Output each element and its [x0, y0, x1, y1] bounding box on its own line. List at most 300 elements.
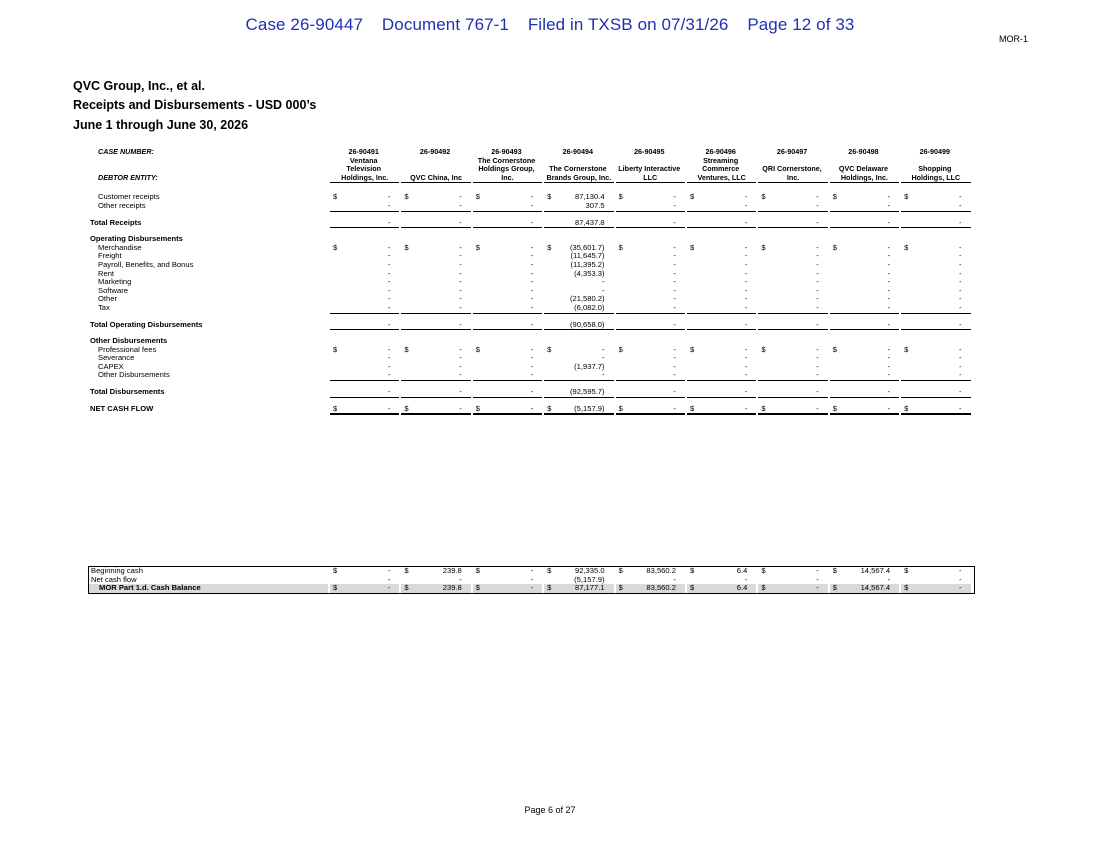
cell-value: 239.8	[442, 583, 462, 593]
cell-value: -	[816, 294, 819, 304]
cell-value: -	[816, 574, 819, 584]
cell-value: -	[530, 387, 534, 397]
table-header	[88, 148, 975, 183]
case-number: 26-90493	[491, 147, 522, 156]
cell-value: -	[387, 361, 391, 371]
cell-value: -	[387, 251, 391, 261]
debtor-entity-name	[399, 157, 470, 166]
cell-value: -	[387, 277, 391, 287]
row-label: Beginning cash	[91, 566, 143, 575]
cell-value: -	[673, 294, 676, 304]
cell-value: -	[958, 387, 962, 397]
case-number: 26-90499	[919, 147, 950, 156]
value-cell	[830, 202, 899, 212]
cell-value: -	[958, 294, 962, 304]
cell-value: -	[459, 302, 462, 312]
cell-value: -	[530, 285, 534, 295]
row-gap	[614, 330, 685, 337]
debtor-entity-name: Commerce	[702, 164, 740, 174]
report-subtitle: Receipts and Disbursements - USD 000’s	[73, 98, 317, 112]
cell-value: -	[744, 370, 748, 380]
value-cell	[758, 321, 827, 331]
cell-value: -	[530, 361, 534, 371]
row-label: Marketing	[98, 277, 132, 287]
cell-value: (35,601.7)	[569, 242, 605, 252]
currency-symbol: $	[404, 192, 409, 202]
cell-value: -	[816, 583, 819, 593]
cell-value: 6.4	[736, 583, 748, 593]
cell-value: -	[958, 200, 962, 210]
value-cell	[758, 371, 827, 381]
cell-value: 83,560.2	[646, 583, 676, 593]
cell-value: -	[530, 583, 534, 593]
cell-value: -	[958, 302, 962, 312]
currency-symbol: $	[761, 192, 766, 202]
case-number: 26-90498	[848, 147, 879, 156]
cell-value: -	[387, 285, 391, 295]
value-cell	[330, 321, 399, 331]
cell-value: -	[816, 192, 819, 202]
value-cell	[758, 202, 827, 212]
cell-value: -	[816, 319, 819, 329]
currency-symbol: $	[547, 403, 552, 413]
debtor-entity-name: Holdings Group,	[478, 164, 535, 174]
currency-symbol: $	[333, 192, 338, 202]
cell-value: -	[816, 370, 819, 380]
cell-value: 87,177.1	[575, 583, 605, 593]
value-cell	[616, 202, 685, 212]
row-gap	[899, 330, 970, 337]
row-label: Payroll, Benefits, and Bonus	[98, 259, 194, 269]
value-cell	[330, 304, 399, 314]
cell-value: -	[387, 268, 391, 278]
cell-value: -	[673, 217, 676, 227]
court-filing-stamp	[0, 15, 1100, 35]
cell-value: -	[958, 277, 962, 287]
row-label: Customer receipts	[98, 192, 160, 202]
cell-value: -	[459, 370, 462, 380]
debtor-entity-name: The Cornerstone	[549, 164, 607, 174]
currency-symbol: $	[832, 566, 837, 575]
value-cell	[830, 584, 899, 593]
cell-value: -	[673, 285, 676, 295]
currency-symbol: $	[404, 344, 409, 354]
value-cell	[330, 371, 399, 381]
value-cell	[758, 584, 827, 593]
currency-symbol: $	[547, 566, 552, 575]
cell-value: -	[387, 302, 391, 312]
currency-symbol: $	[547, 583, 552, 593]
value-cell	[901, 584, 970, 593]
value-cell	[473, 202, 542, 212]
value-cell	[830, 304, 899, 314]
cell-value: -	[459, 242, 462, 252]
debtor-entity-name: Holdings, Inc.	[330, 174, 399, 184]
value-cell	[901, 371, 970, 381]
cell-value: -	[887, 302, 891, 312]
stamp-document: Document 767-1	[381, 15, 509, 34]
cell-value: -	[530, 574, 534, 584]
cell-value: -	[673, 370, 676, 380]
currency-symbol: $	[832, 242, 837, 252]
cell-value: -	[744, 285, 748, 295]
row-gap	[542, 228, 613, 235]
cell-value: -	[530, 242, 534, 252]
cell-value: -	[459, 294, 462, 304]
currency-symbol: $	[618, 583, 623, 593]
cell-value: -	[744, 259, 748, 269]
currency-symbol: $	[761, 583, 766, 593]
cell-value: -	[530, 319, 534, 329]
cell-value: -	[887, 192, 891, 202]
cell-value: -	[602, 344, 605, 354]
cell-value: (6,082.0)	[574, 302, 605, 312]
cell-value: -	[673, 319, 676, 329]
cell-value: -	[744, 344, 748, 354]
cell-value: -	[459, 200, 462, 210]
cell-value: -	[530, 403, 534, 413]
value-cell	[687, 405, 756, 416]
debtor-entity-name: Holdings, LLC	[901, 174, 970, 184]
cell-value: -	[887, 242, 891, 252]
cell-value: -	[673, 361, 676, 371]
case-number: 26-90497	[776, 147, 808, 156]
cell-value: -	[744, 200, 748, 210]
currency-symbol: $	[904, 583, 909, 593]
cell-value: -	[459, 268, 462, 278]
row-label: MOR Part 1.d. Cash Balance	[89, 584, 328, 593]
value-cell	[901, 304, 970, 314]
cell-value: -	[673, 387, 676, 397]
cell-value: -	[744, 574, 748, 584]
row-label: Tax	[98, 302, 110, 312]
cell-value: -	[887, 370, 891, 380]
cell-value: -	[530, 344, 534, 354]
cell-value: -	[530, 259, 534, 269]
cell-value: -	[744, 192, 748, 202]
cell-value: -	[887, 277, 891, 287]
cell-value: -	[958, 251, 962, 261]
currency-symbol: $	[904, 566, 909, 575]
row-label: Total Disbursements	[90, 387, 165, 397]
value-cell	[758, 304, 827, 314]
cell-value: -	[958, 361, 962, 371]
value-cell	[830, 405, 899, 416]
currency-symbol: $	[832, 583, 837, 593]
value-cell	[830, 321, 899, 331]
cell-value: -	[530, 217, 534, 227]
cell-value: -	[530, 251, 534, 261]
cell-value: -	[887, 574, 891, 584]
currency-symbol: $	[618, 566, 623, 575]
currency-symbol: $	[547, 192, 552, 202]
cell-value: -	[387, 294, 391, 304]
currency-symbol: $	[904, 192, 909, 202]
cell-value: -	[816, 566, 819, 575]
cell-value: -	[387, 387, 391, 397]
cell-value: -	[673, 268, 676, 278]
value-cell	[544, 202, 613, 212]
cell-value: -	[673, 302, 676, 312]
value-cell	[830, 388, 899, 398]
cell-value: 307.5	[585, 200, 605, 210]
cell-value: -	[673, 200, 676, 210]
case-number: 26-90494	[562, 147, 594, 156]
value-cell	[687, 219, 756, 229]
cell-value: -	[387, 574, 391, 584]
value-cell	[473, 405, 542, 416]
value-cell	[616, 405, 685, 416]
value-cell	[544, 219, 613, 229]
row-gap	[899, 228, 970, 235]
value-cell	[473, 371, 542, 381]
debtor-entity-name: Ventures, LLC	[687, 174, 756, 184]
row-gap	[542, 330, 613, 337]
cell-value: (4,353.3)	[574, 268, 605, 278]
currency-symbol: $	[689, 566, 695, 575]
value-cell	[616, 584, 685, 593]
cell-value: -	[459, 192, 462, 202]
cell-value: -	[958, 192, 962, 202]
currency-symbol: $	[689, 583, 695, 593]
currency-symbol: $	[761, 242, 766, 252]
currency-symbol: $	[689, 403, 695, 413]
value-cell	[544, 321, 613, 331]
cell-value: -	[387, 403, 391, 413]
cell-value: -	[887, 361, 891, 371]
currency-symbol: $	[475, 242, 481, 252]
cell-value: -	[744, 294, 748, 304]
cell-value: -	[387, 200, 391, 210]
currency-symbol: $	[761, 403, 766, 413]
cell-value: 87,130.4	[575, 192, 605, 202]
value-cell	[901, 388, 970, 398]
cell-value: -	[958, 285, 962, 295]
cell-value: -	[387, 566, 391, 575]
value-cell	[401, 304, 470, 314]
cell-value: -	[459, 403, 462, 413]
cell-value: -	[887, 217, 891, 227]
cell-value: -	[459, 387, 462, 397]
cell-value: -	[816, 361, 819, 371]
cell-value: -	[602, 353, 605, 363]
cell-value: -	[816, 285, 819, 295]
cell-value: -	[387, 319, 391, 329]
value-cell	[830, 219, 899, 229]
value-cell	[616, 304, 685, 314]
cell-value: -	[887, 294, 891, 304]
debtor-entity-name: QVC Delaware	[838, 164, 888, 174]
cell-value: -	[459, 259, 462, 269]
cell-value: -	[530, 566, 534, 575]
cell-value: 14,567.4	[860, 566, 891, 575]
cell-value: -	[887, 268, 891, 278]
currency-symbol: $	[404, 403, 409, 413]
cell-value: -	[530, 294, 534, 304]
table-body	[88, 193, 975, 415]
cell-value: -	[958, 259, 962, 269]
cell-value: -	[887, 285, 891, 295]
row-gap	[399, 228, 470, 235]
page-footer: Page 6 of 27	[524, 805, 576, 815]
cell-value: -	[816, 200, 819, 210]
value-cell	[687, 388, 756, 398]
currency-symbol: $	[404, 242, 409, 252]
cash-balance-box	[88, 566, 975, 594]
row-gap	[685, 228, 756, 235]
currency-symbol: $	[475, 403, 481, 413]
stamp-filed: Filed in TXSB on 07/31/26	[527, 15, 729, 34]
cell-value: -	[816, 387, 819, 397]
cell-value: -	[958, 574, 962, 584]
debtor-entity-name: Inc.	[758, 174, 827, 184]
value-cell	[616, 321, 685, 331]
cell-value: (5,157.9)	[574, 403, 605, 413]
cell-value: -	[816, 268, 819, 278]
debtor-entity-name: Liberty Interactive	[618, 164, 681, 174]
value-cell	[544, 371, 613, 381]
value-cell	[544, 584, 613, 593]
value-cell	[901, 321, 970, 331]
currency-symbol: $	[404, 566, 409, 575]
value-cell	[758, 388, 827, 398]
cell-value: -	[673, 344, 676, 354]
currency-symbol: $	[475, 566, 481, 575]
cell-value: -	[744, 319, 748, 329]
value-cell	[544, 405, 613, 416]
value-cell	[330, 388, 399, 398]
header-spacer	[88, 157, 328, 166]
value-cell	[616, 371, 685, 381]
cell-value: -	[673, 277, 676, 287]
row-label: Total Receipts	[90, 217, 142, 227]
value-cell	[901, 202, 970, 212]
currency-symbol: $	[333, 242, 338, 252]
cell-value: -	[816, 259, 819, 269]
cell-value: -	[387, 192, 391, 202]
cash-balance-table	[89, 567, 974, 593]
row-gap	[614, 228, 685, 235]
value-cell	[758, 405, 827, 416]
cell-value: -	[958, 353, 962, 363]
row-label: Operating Disbursements	[90, 234, 183, 244]
currency-symbol: $	[475, 192, 481, 202]
row-gap	[471, 330, 542, 337]
receipts-disbursements-table	[88, 148, 975, 415]
cell-value: -	[958, 566, 962, 575]
cell-value: 87,437.8	[575, 217, 605, 227]
row-label: Merchandise	[98, 242, 142, 252]
cell-value: -	[744, 403, 748, 413]
currency-symbol: $	[904, 403, 909, 413]
row-gap	[685, 330, 756, 337]
value-cell	[901, 405, 970, 416]
cell-value: -	[744, 353, 748, 363]
stamp-page: Page 12 of 33	[747, 15, 855, 34]
cell-value: -	[887, 319, 891, 329]
row-label: Rent	[98, 268, 115, 278]
currency-symbol: $	[761, 566, 766, 575]
cell-value: -	[887, 344, 891, 354]
value-cell	[401, 405, 470, 416]
cell-value: -	[958, 242, 962, 252]
cell-value: -	[744, 242, 748, 252]
value-cell	[687, 321, 756, 331]
cell-value: 14,567.4	[860, 583, 891, 593]
cell-value: -	[602, 277, 605, 287]
value-cell	[473, 388, 542, 398]
cell-value: -	[459, 217, 462, 227]
cell-value: -	[673, 259, 676, 269]
cell-value: -	[816, 251, 819, 261]
cell-value: -	[530, 192, 534, 202]
row-label: Total Operating Disbursements	[90, 319, 203, 329]
row-label: Other	[98, 294, 117, 304]
cell-value: -	[816, 302, 819, 312]
debtor-entity-name: Shopping	[918, 164, 952, 174]
cell-value: -	[816, 344, 819, 354]
cell-value: 239.8	[442, 566, 462, 575]
row-gap	[328, 330, 399, 337]
cell-value: -	[602, 285, 605, 295]
cell-value: -	[673, 574, 676, 584]
value-cell	[901, 219, 970, 229]
cell-value: -	[459, 277, 462, 287]
cell-value: -	[459, 574, 462, 584]
cell-value: -	[387, 583, 391, 593]
cell-value: -	[887, 200, 891, 210]
cell-value: -	[459, 361, 462, 371]
row-gap	[756, 228, 827, 235]
cell-value: -	[673, 403, 676, 413]
value-cell	[401, 371, 470, 381]
row-label: Other Disbursements	[90, 336, 168, 346]
row-gap	[756, 330, 827, 337]
case-number: 26-90496	[705, 147, 736, 156]
currency-symbol: $	[689, 242, 695, 252]
currency-symbol: $	[689, 344, 695, 354]
value-cell	[401, 219, 470, 229]
row-gap	[828, 228, 899, 235]
debtor-entity-name: The Cornerstone	[477, 155, 536, 165]
cell-value: -	[673, 192, 676, 202]
cell-value: -	[387, 217, 391, 227]
currency-symbol: $	[333, 566, 338, 575]
currency-symbol: $	[333, 344, 338, 354]
cell-value: -	[887, 387, 891, 397]
value-cell	[473, 321, 542, 331]
company-name: QVC Group, Inc., et al.	[73, 79, 205, 93]
cell-value: -	[744, 361, 748, 371]
cell-value: 92,335.0	[575, 566, 605, 575]
value-cell	[544, 304, 613, 314]
value-cell	[758, 219, 827, 229]
cell-value: -	[459, 251, 462, 261]
value-cell	[330, 202, 399, 212]
currency-symbol: $	[618, 344, 623, 354]
cell-value: (11,395.2)	[570, 259, 605, 269]
value-cell	[401, 202, 470, 212]
currency-symbol: $	[547, 344, 552, 354]
currency-symbol: $	[547, 242, 552, 252]
cell-value: -	[387, 344, 391, 354]
cell-value: -	[530, 302, 534, 312]
value-cell	[401, 321, 470, 331]
cell-value: -	[958, 370, 962, 380]
value-cell	[687, 304, 756, 314]
cell-value: (5,157.9)	[574, 574, 605, 584]
cell-value: -	[459, 344, 462, 354]
